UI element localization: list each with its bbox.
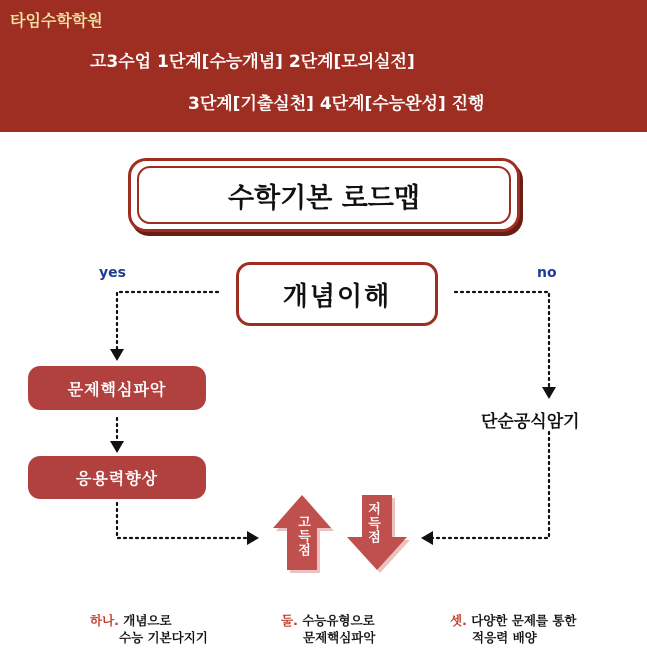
arrowhead-down-icon <box>110 441 124 453</box>
arrowhead-down-icon <box>542 387 556 399</box>
low-score-label: 저득점 <box>365 502 380 544</box>
footer-item <box>90 612 208 646</box>
course-steps-line-2: 3단계[기출실천] 4단계[수능완성] 진행 <box>188 94 485 114</box>
arrowhead-down-icon <box>110 349 124 361</box>
yes-connector <box>117 292 218 350</box>
step-formula-memorization: 단순공식암기 <box>481 412 580 432</box>
arrowhead-right-icon <box>247 531 259 545</box>
footer-line: 수능유형으로 <box>302 613 375 628</box>
step-application: 응용력향상 <box>28 456 206 499</box>
footer-item <box>450 612 577 646</box>
footer-number: 하나. <box>90 613 119 628</box>
academy-name: 타임수학학원 <box>10 11 103 30</box>
no-connector <box>455 292 549 388</box>
concept-understanding-box: 개념이해 <box>236 262 438 326</box>
high-score-label: 고득점 <box>295 515 310 557</box>
footer-item <box>281 612 375 646</box>
to-low-connector <box>432 432 549 538</box>
no-label: no <box>537 265 557 281</box>
footer-line: 개념으로 <box>123 613 172 628</box>
arrowhead-left-icon <box>421 531 433 545</box>
footer-number: 셋. <box>450 613 467 628</box>
yes-label: yes <box>99 265 126 281</box>
step-core-analysis: 문제핵심파악 <box>28 366 206 410</box>
course-steps-line-1: 고3수업 1단계[수능개념] 2단계[모의실전] <box>90 52 415 72</box>
footer-line: 문제핵심파악 <box>303 630 376 645</box>
footer-number: 둘. <box>281 613 298 628</box>
footer-line: 적응력 배양 <box>472 630 537 645</box>
roadmap-title: 수학기본 로드맵 <box>137 166 511 224</box>
footer-line: 수능 기본다지기 <box>119 630 208 645</box>
to-high-connector <box>117 503 248 538</box>
footer-line: 다양한 문제를 통한 <box>471 613 577 628</box>
